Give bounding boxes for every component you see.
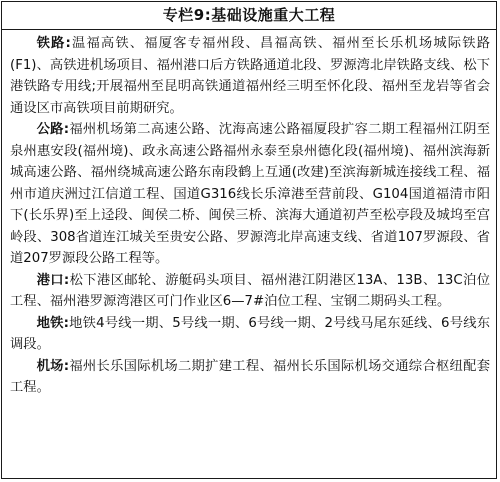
railway-label: 铁路:: [36, 36, 71, 51]
feature-box: [1, 1, 497, 479]
highway-label: 公路:: [36, 122, 70, 137]
airport-label: 机场:: [36, 358, 70, 374]
railway-text: 温福高铁、福厦客专福州段、昌福高铁、福州至长乐机场城际铁路(F1)、高铁进机场项目、福州港口后方铁路通道北段、罗源湾北岸铁路支线、松下港铁路专用线;开展福州至昆明高铁通道福州经三明至怀化段、福州至龙岩等省会通设区市高铁项目前期研究。: [10, 36, 490, 116]
airport-text: 福州长乐国际机场二期扩建工程、福州长乐国际机场交通综合枢纽配套工程。: [10, 358, 490, 395]
box-content: [2, 30, 496, 399]
highway-paragraph: [10, 119, 490, 270]
port-label: 港口:: [36, 272, 70, 288]
metro-paragraph: [10, 313, 490, 356]
port-paragraph: [10, 270, 490, 313]
highway-text: 福州机场第二高速公路、沈海高速公路福厦段扩容二期工程福州江阴至泉州惠安段(福州境)、政永高速公路福州永泰至泉州德化段(福州境)、福州滨海新城高速公路、福州绕城高速公路东南段鹤上互通(改建)至滨海新城连接线工程、福州市道庆洲过江信道工程、国道G316线长乐漳港至营前段、G104国道福清市阳下(长乐界)至上迳段、闽侯二桥、闽侯三桥、滨海大通道初芦至松亭段及城坞至宫岭段、308省道连江城关至贵安公路、罗源湾北岸高速支线、省道107罗源段、省道207罗源段公路工程等。: [10, 122, 490, 266]
airport-paragraph: [10, 356, 490, 399]
metro-text: 地铁4号线一期、5号线一期、6号线一期、2号线马尾东延线、6号线东调段。: [10, 315, 490, 352]
box-title: 专栏9:基础设施重大工程: [2, 2, 496, 30]
metro-label: 地铁:: [36, 315, 69, 331]
railway-paragraph: [10, 33, 490, 119]
port-text: 松下港区邮轮、游艇码头项目、福州港江阴港区13A、13B、13C泊位工程、福州港罗源湾港区可门作业区6—7#泊位工程、宝钢二期码头工程。: [10, 272, 490, 309]
